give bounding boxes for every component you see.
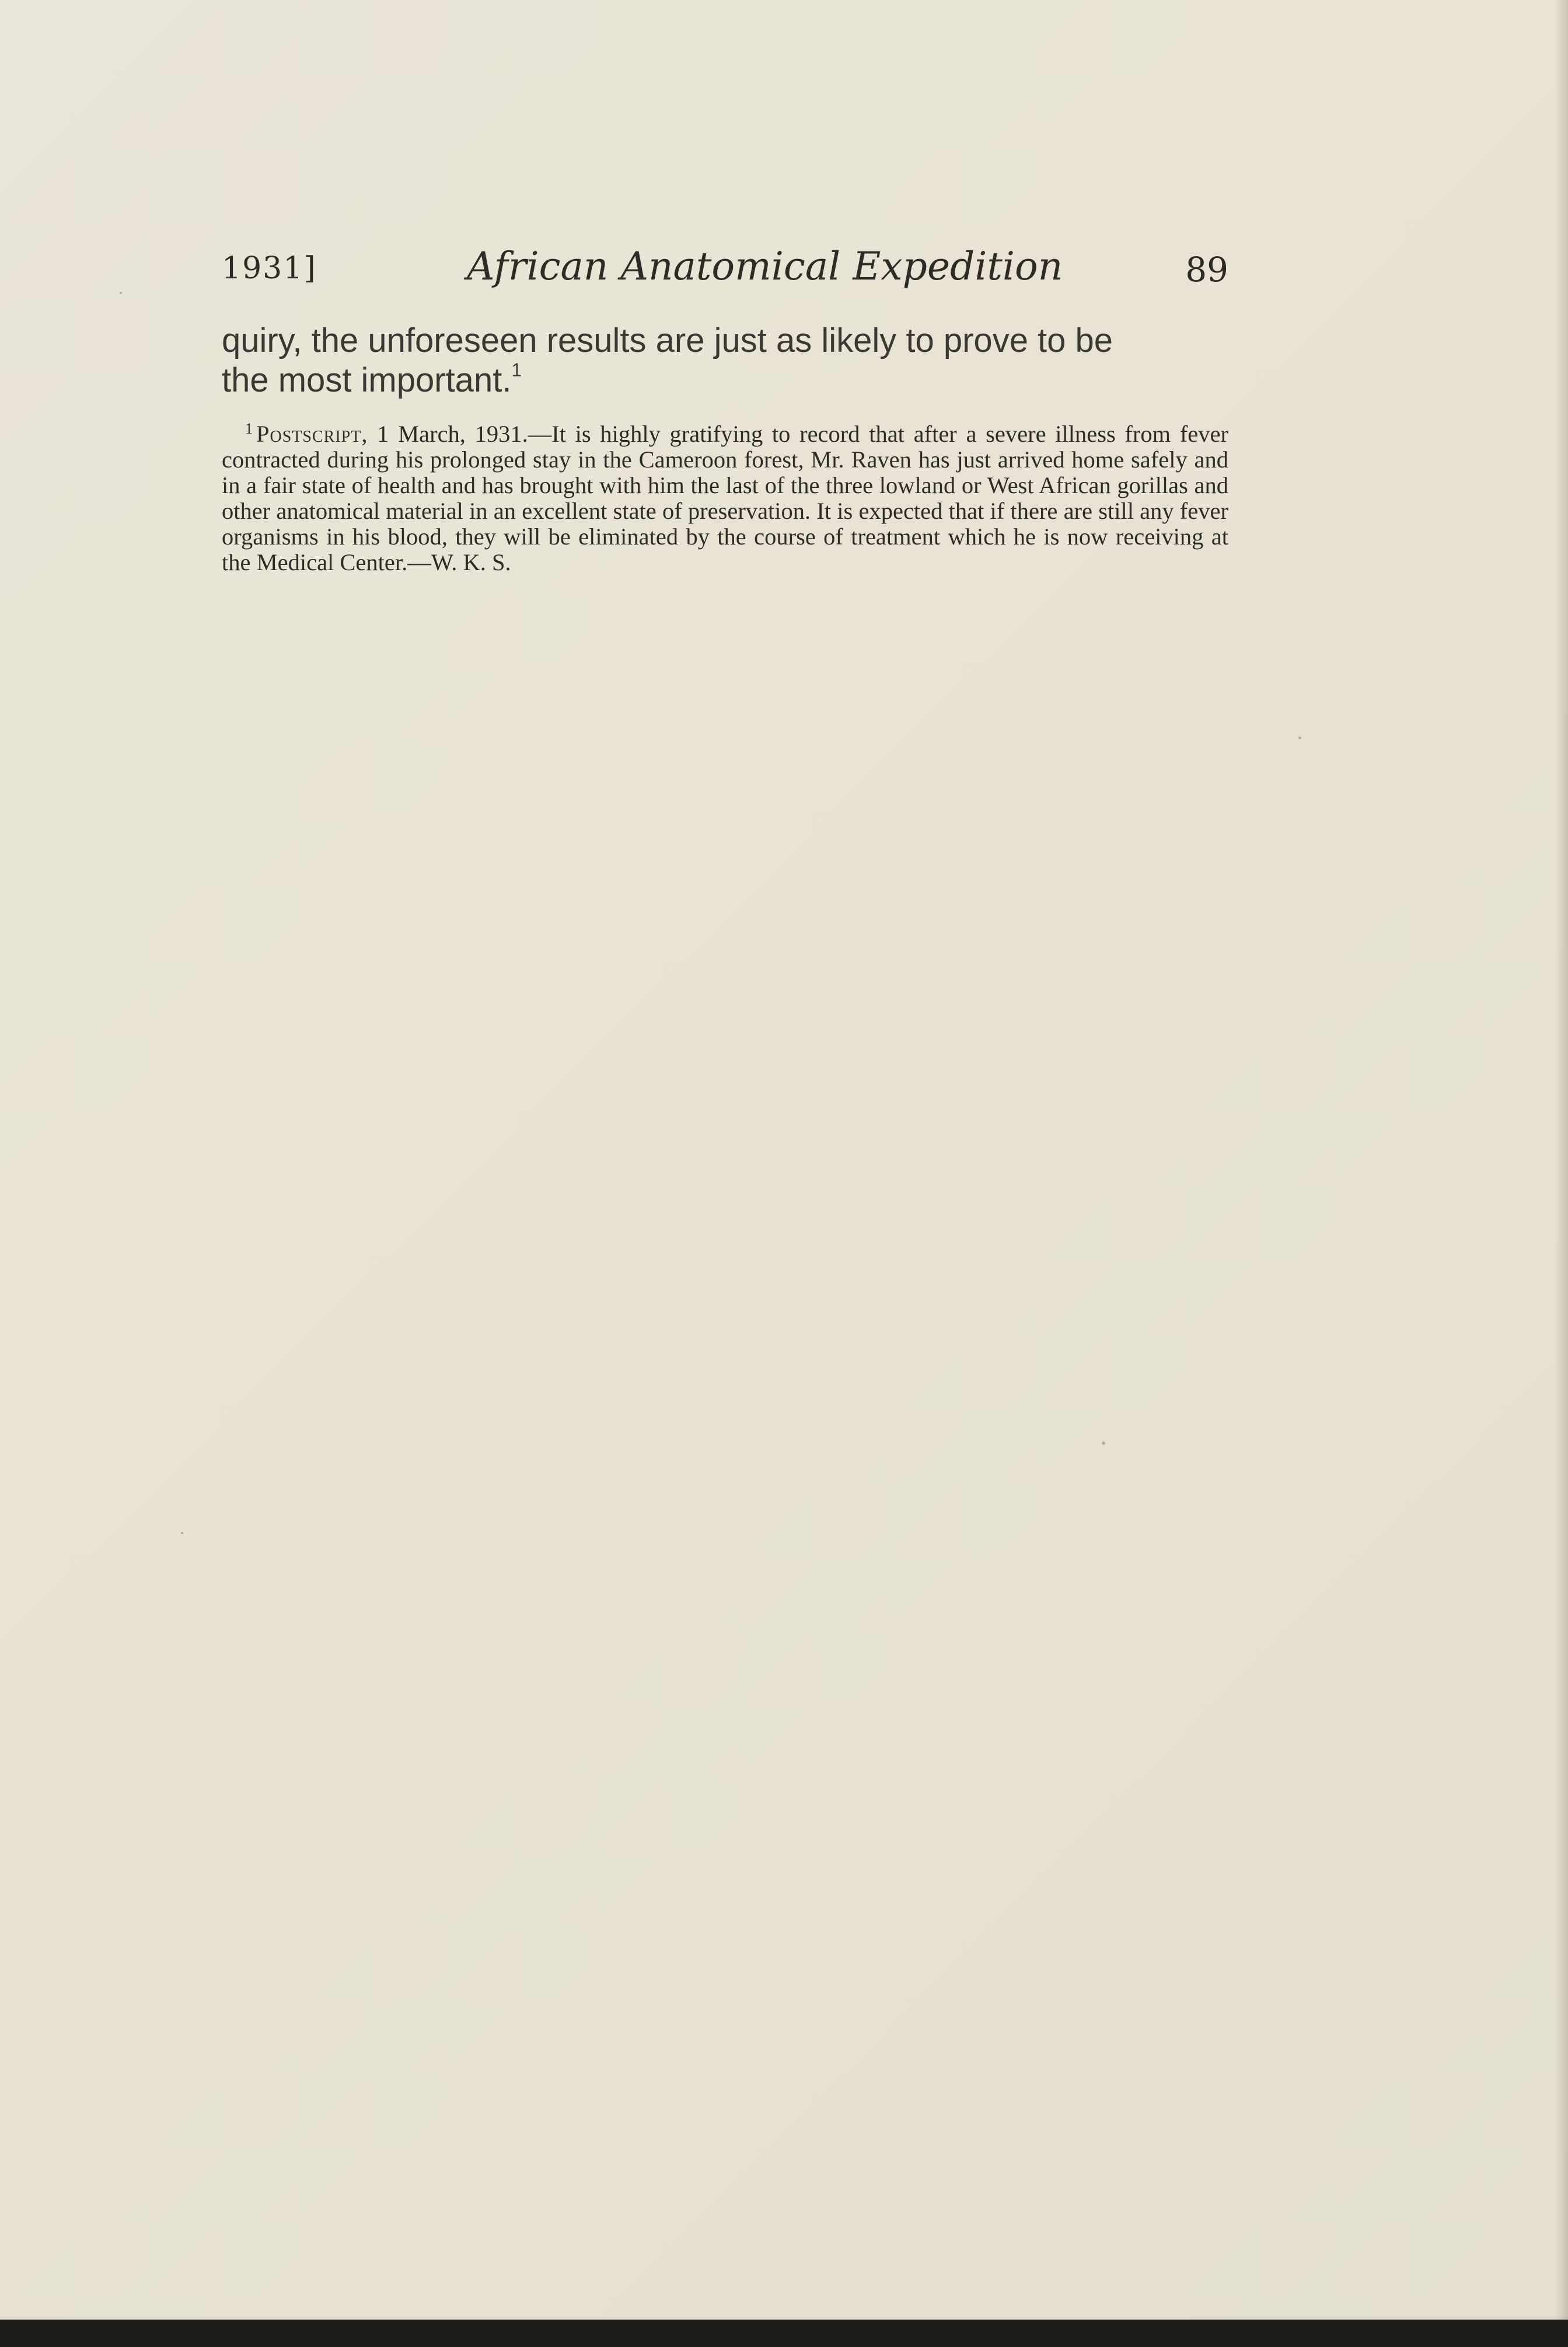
header-year: 1931] [222,251,317,286]
body-text-line: quiry, the unforeseen results are just as likely to prove to be [222,322,1113,359]
body-text-line-last [222,361,1228,400]
paper-speck [1298,736,1301,739]
page-edge-shadow [1555,0,1568,2320]
footnote-marker: 1 [245,420,253,437]
paper-speck [181,1532,183,1534]
scan-border [0,2320,1568,2347]
footnote-body: 1 March, 1931.—It is highly gratifying to record that after a severe illness from fever contracted during his prolonged stay in the Cameroon forest, Mr. Raven has just arrived home safely and in a fair state of health and has brought with him the last of the three lowland or West African gorillas and other anatomical material in an excellent state of preservation. It is expected that if there are still any fever organisms in his blood, they will be eliminated by the course of treatment which he is now receiving at the Medical Center.—W. K. S. [222,421,1228,575]
footnote-reference: 1 [511,359,522,380]
running-header [222,244,1228,296]
body-text-line-content: the most important. [222,361,512,399]
paper-speck [1102,1441,1105,1445]
footnote-label: Postscript, [256,421,368,447]
paper-speck [120,292,122,294]
page-number: 89 [1185,250,1228,289]
body-text [222,321,1228,400]
footnote [222,421,1228,575]
header-title: African Anatomical Expedition [467,244,1063,289]
